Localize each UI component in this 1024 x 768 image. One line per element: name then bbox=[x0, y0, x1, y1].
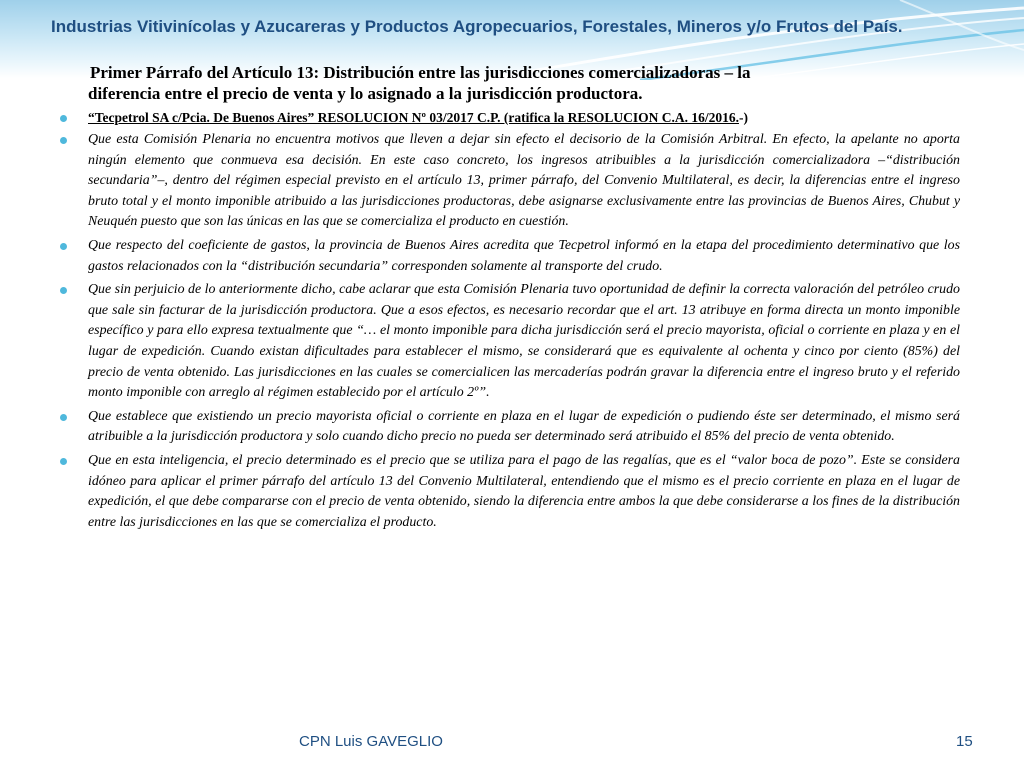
list-item bbox=[60, 407, 960, 448]
section-heading bbox=[88, 62, 960, 104]
paragraph: Que establece que existiendo un precio mayorista oficial o corriente en plaza en el lugar de expedición o pudiendo éste ser determinado, el mismo será atribuible a la jurisdicción productora y solo cuando dicho precio no pueda ser determinado será atribuido el 85% del precio de venta obtenido. bbox=[88, 408, 960, 445]
bullet-icon bbox=[60, 287, 67, 294]
list-item bbox=[60, 108, 960, 127]
list-item bbox=[60, 280, 960, 404]
paragraph: Que en esta inteligencia, el precio determinado es el precio que se utiliza para el pago de las regalías, que es el “valor boca de pozo”. Este se considera idóneo para aplicar el primer párrafo del artículo 13 del Convenio Multilateral, entendiendo que el mismo es el precio corriente en plaza en el lugar de expedición, el que debe compararse con el precio de venta obtenido, siendo la diferencia entre ambos la que debe considerarse a los fines de la distribución entre las jurisdicciones en las que se comercializa el producto. bbox=[88, 452, 960, 530]
paragraph: Que sin perjuicio de lo anteriormente dicho, cabe aclarar que esta Comisión Plenaria tuvo oportunidad de definir la correcta valoración del petróleo crudo que sale sin facturar de la jurisdicción productora. Que a esos efectos, es necesario recordar que el art. 13 atribuye en forma directa un monto imponible específico y para ello expresa textualmente que “… el monto imponible para dicha jurisdicción será el precio mayorista, oficial o corriente en plaza y en el lugar de expedición. Cuando existan dificultades para establecer el mismo, se considerará que es equivalente al ochenta y cinco por ciento (85%) del precio de venta obtenido. Las jurisdicciones en las cuales se comercialicen las mercaderías podrán gravar la diferencia entre el ingreso bruto y el referido monto imponible con arreglo al régimen establecido por el artículo 2º”. bbox=[88, 282, 960, 401]
bullet-icon bbox=[60, 137, 67, 144]
case-title-main: “Tecpetrol SA c/Pcia. De Buenos Aires” RESOLUCION Nº 03/2017 C.P. (ratifica la RESOLUCION C.A. 16/2016. bbox=[88, 110, 739, 125]
page-number: 15 bbox=[956, 733, 973, 750]
case-title bbox=[88, 110, 748, 125]
bullet-icon bbox=[60, 243, 67, 250]
content-body bbox=[60, 62, 960, 536]
paragraph: Que esta Comisión Plenaria no encuentra motivos que lleven a dejar sin efecto el decisorio de la Comisión Arbitral. En efecto, la apelante no aporta ningún elemento que conmueva esa decisión. En este caso concreto, los ingresos atribuibles a la jurisdicción comercializadora –“distribución secundaria”–, dentro del régimen especial previsto en el artículo 13, primer párrafo, del Convenio Multilateral, es decir, la diferencias entre el ingreso bruto total y el monto imponible atribuido a las jurisdicciones productoras, debe asignarse exclusivamente entre las provincias de Buenos Aires, Chubut y Neuquén puesto que son las únicas en las que se comercializa el producto en cuestión. bbox=[88, 132, 960, 230]
section-heading-line-1: Primer Párrafo del Artículo 13: Distribución entre las jurisdicciones comercializadoras – la bbox=[90, 63, 751, 82]
paragraph: Que respecto del coeficiente de gastos, la provincia de Buenos Aires acredita que Tecpetrol informó en la etapa del procedimiento determinativo que los gastos relacionados con la “distribución secundaria” corresponden solamente al transporte del crudo. bbox=[88, 237, 960, 274]
bullet-icon bbox=[60, 414, 67, 421]
bullet-icon bbox=[60, 458, 67, 465]
bullet-icon bbox=[60, 115, 67, 122]
section-heading-line-2: diferencia entre el precio de venta y lo asignado a la jurisdicción productora. bbox=[88, 84, 643, 103]
list-item bbox=[60, 130, 960, 233]
list-item bbox=[60, 236, 960, 277]
bullet-list bbox=[60, 108, 960, 533]
case-title-tail: -) bbox=[738, 110, 748, 125]
list-item bbox=[60, 451, 960, 533]
footer-author: CPN Luis GAVEGLIO bbox=[299, 733, 443, 750]
slide-title: Industrias Vitivinícolas y Azucareras y Productos Agropecuarios, Forestales, Mineros y/o Frutos del País. bbox=[51, 17, 903, 36]
